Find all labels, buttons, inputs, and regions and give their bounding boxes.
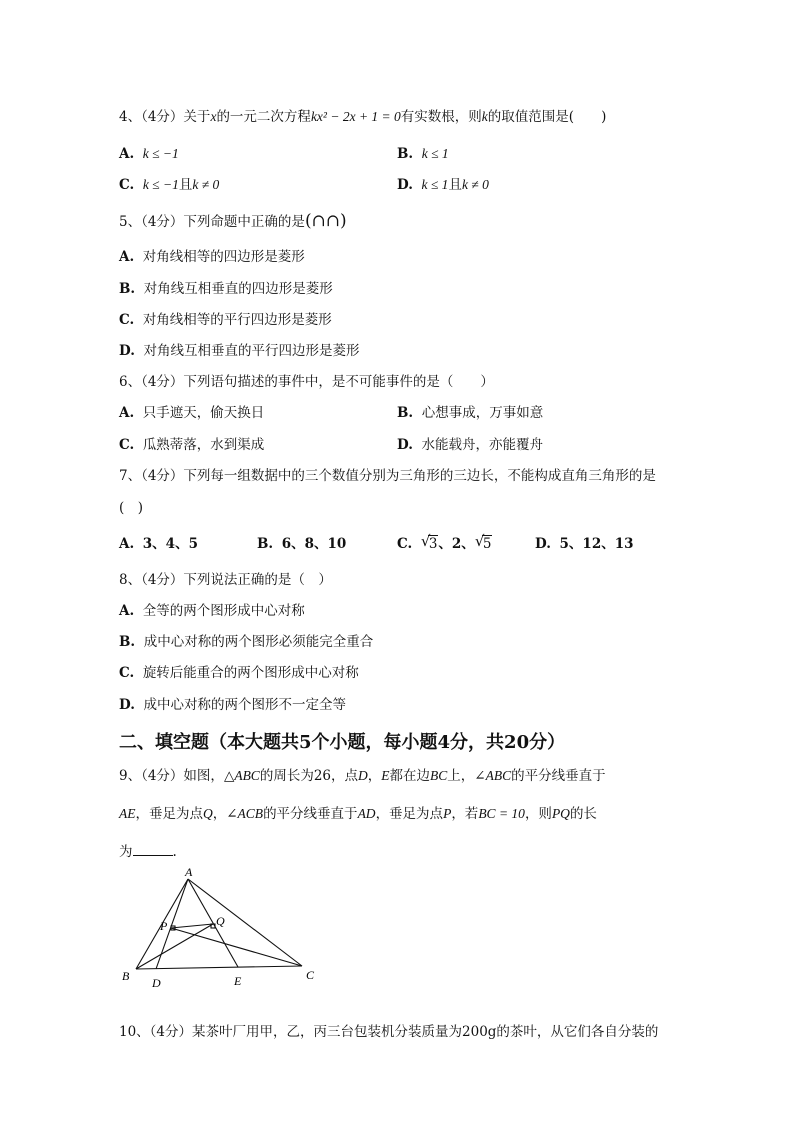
q5-option-a: A. 对角线相等的四边形是菱形	[119, 249, 305, 265]
q5-option-c: C. 对角线相等的平行四边形是菱形	[119, 312, 332, 328]
sqrt-5: √ 5	[474, 532, 492, 552]
q4-equation: kx² − 2x + 1 = 0	[310, 109, 401, 124]
q8-stem: 8、（4分）下列说法正确的是（ ）	[119, 572, 332, 588]
label-c: C	[306, 968, 315, 982]
sqrt-3: √ 3	[420, 532, 438, 552]
label-d: D	[152, 976, 161, 990]
q4-option-b: B. k ≤ 1	[397, 146, 449, 162]
q7-stem: 7、（4分）下列每一组数据中的三个数值分别为三角形的三边长，不能构成直角三角形的是	[119, 468, 656, 484]
q9-line-1: 9、（4分）如图，△ABC的周长为26，点D，E都在边BC上，∠ABC的平分线垂直于	[119, 768, 606, 784]
q7-option-c: C. √ 3、2、 √ 5	[397, 532, 492, 552]
bisector-bq	[136, 924, 213, 969]
q10-stem: 10、（4分）某茶叶厂用甲，乙，丙三台包装机分装质量为200g的茶叶，从它们各自分装的	[119, 1024, 659, 1040]
label-p: P	[160, 919, 168, 933]
q7-option-a: A. 3、4、5	[119, 536, 198, 552]
q8-option-a: A. 全等的两个图形成中心对称	[119, 603, 305, 619]
q5-stem: 5、（4分）下列命题中正确的是(∩∩)	[119, 211, 347, 231]
bisector-cp	[171, 928, 302, 966]
q9-triangle-figure	[116, 863, 326, 993]
q7-option-b: B. 6、8、10	[257, 536, 347, 552]
q5-option-b: B. 对角线互相垂直的四边形是菱形	[119, 281, 333, 297]
side-ac	[188, 879, 302, 966]
q6-option-a: A. 只手遮天，偷天换日	[119, 405, 265, 421]
q4-option-c: C. k ≤ −1且k ≠ 0	[119, 177, 220, 193]
label-e: E	[234, 974, 242, 988]
q8-option-d: D. 成中心对称的两个图形不一定全等	[119, 697, 347, 713]
label-b: B	[122, 969, 130, 983]
q4-option-a: A. k ≤ −1	[119, 146, 179, 162]
q6-option-d: D. 水能载舟，亦能覆舟	[397, 437, 544, 453]
label-a: A	[185, 865, 193, 879]
q6-option-b: B. 心想事成，万事如意	[397, 405, 544, 421]
q9-line-3: 为 .	[119, 844, 177, 860]
q9-line-2: AE，垂足为点Q，∠ACB的平分线垂直于AD，垂足为点P，若BC = 10，则PQ的长	[119, 806, 597, 822]
answer-blank[interactable]	[133, 843, 173, 856]
q6-stem: 6、（4分）下列语句描述的事件中，是不可能事件的是（ ）	[119, 374, 494, 390]
label-q: Q	[216, 914, 225, 928]
q4-stem: 4、（4分）关于x的一元二次方程kx² − 2x + 1 = 0有实数根，则k的取值范围是( )	[119, 109, 607, 125]
q7-answer-paren: ( )	[119, 500, 144, 516]
section-heading: 二、填空题（本大题共5个小题，每小题4分，共20分）	[119, 732, 566, 753]
q4-option-d: D. k ≤ 1且k ≠ 0	[397, 177, 489, 193]
segment-ae	[188, 879, 238, 967]
q5-option-d: D. 对角线互相垂直的平行四边形是菱形	[119, 343, 360, 359]
q7-option-d: D. 5、12、13	[535, 536, 634, 552]
q8-option-c: C. 旋转后能重合的两个图形成中心对称	[119, 665, 359, 681]
q6-option-c: C. 瓜熟蒂落，水到渠成	[119, 437, 265, 453]
side-bc	[136, 966, 302, 969]
q8-option-b: B. 成中心对称的两个图形必须能完全重合	[119, 634, 374, 650]
